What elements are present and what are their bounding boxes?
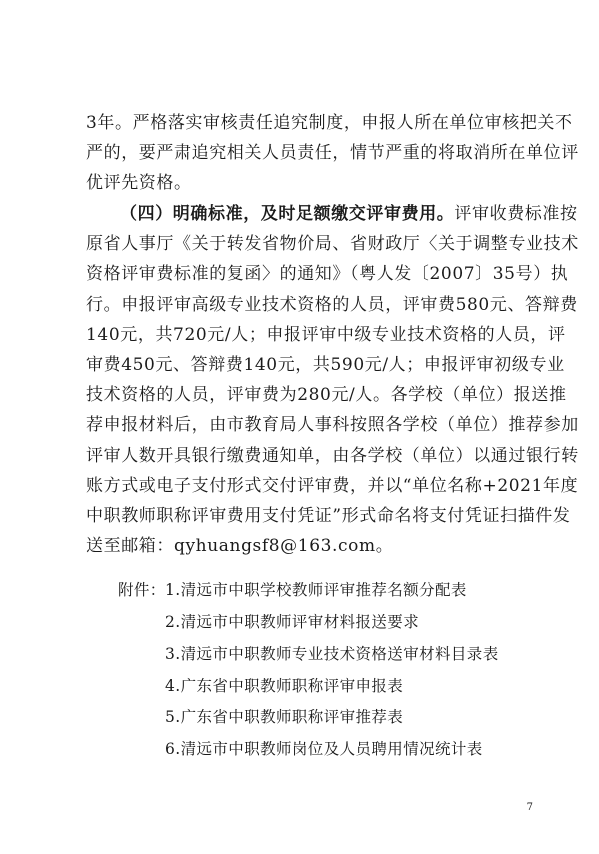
- attachment-item-5: 5.广东省中职教师职称评审推荐表: [165, 708, 404, 726]
- paragraph-1-line-1: 3年。严格落实审核责任追究制度，申报人所在单位审核把关不: [86, 113, 573, 133]
- paragraph-2-line-6: 审费450元、答辩费140元，共590元/人；申报评审初级专业: [86, 355, 565, 375]
- paragraph-2-line-9: 评审人数开具银行缴费通知单，由各学校（单位）以通过银行转: [86, 446, 579, 466]
- attachment-item-6: 6.清远市中职教师岗位及人员聘用情况统计表: [165, 740, 483, 758]
- paragraph-2-line-4: 行。申报评审高级专业技术资格的人员，评审费580元、答辩费: [86, 295, 578, 315]
- paragraph-2-line-3: 资格评审费标准的复函〉的通知》（粤人发〔2007〕35号）执: [86, 264, 569, 284]
- page-number: 7: [526, 802, 533, 813]
- paragraph-2-line-12: 送至邮箱：qyhuangsf8@163.com。: [86, 536, 394, 556]
- paragraph-1-line-3: 优评先资格。: [86, 173, 192, 193]
- attachment-item-2: 2.清远市中职教师评审材料报送要求: [165, 613, 420, 631]
- paragraph-2-line-1: [120, 204, 578, 224]
- paragraph-2-line-8: 荐申报材料后，由市教育局人事科按照各学校（单位）推荐参加: [86, 415, 579, 435]
- paragraph-2-line-10: 账方式或电子支付形式交付评审费，并以“单位名称+2021年度: [86, 476, 579, 496]
- paragraph-2-line-2: 原省人事厅《关于转发省物价局、省财政厅〈关于调整专业技术: [86, 234, 579, 254]
- paragraph-2-line-5: 140元，共720元/人；申报评审中级专业技术资格的人员，评: [86, 325, 566, 345]
- attachment-item-1: 1.清远市中职学校教师评审推荐名额分配表: [165, 581, 467, 599]
- attachment-item-3: 3.清远市中职教师专业技术资格送审材料目录表: [165, 645, 499, 663]
- attachment-item-4: 4.广东省中职教师职称评审申报表: [165, 677, 404, 695]
- paragraph-2-line-11: 中职教师职称评审费用支付凭证”形式命名将支付凭证扫描件发: [86, 506, 571, 526]
- section-heading: （四）明确标准，及时足额缴交评审费用。: [120, 204, 455, 224]
- paragraph-2-line-7: 技术资格的人员，评审费为280元/人。各学校（单位）报送推: [86, 385, 567, 405]
- attachments-label: 附件：: [118, 581, 166, 599]
- paragraph-2-line-1-rest: 评审收费标准按: [454, 204, 578, 224]
- paragraph-1-line-2: 严的，要严肃追究相关人员责任，情节严重的将取消所在单位评: [86, 143, 579, 163]
